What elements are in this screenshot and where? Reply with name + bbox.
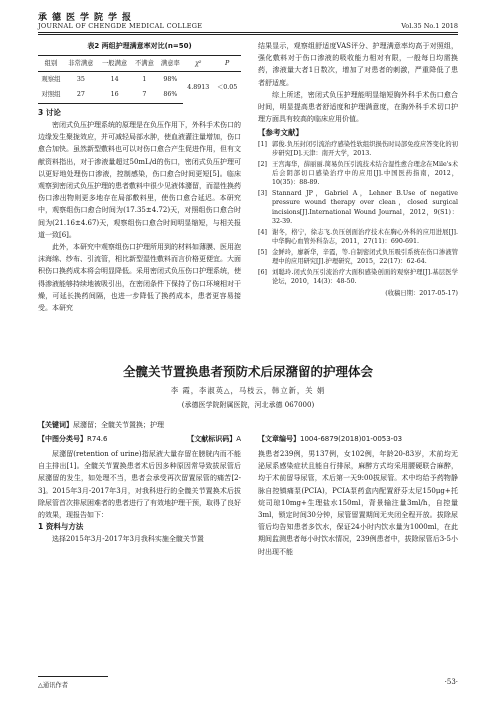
ref-number: [1] — [258, 140, 267, 148]
th-chi2: χ² — [183, 56, 213, 72]
cell: 对照组 — [38, 88, 64, 104]
th-rate: 满意率 — [157, 56, 183, 72]
left-column — [38, 40, 241, 314]
article-authors: 李 霞，李淑英△，马枝云，韩立新，关 娟 — [170, 386, 326, 395]
cell: 86% — [157, 88, 183, 104]
article-title: 全髋关节置换患者预防术后尿潴留的护理体会 — [122, 364, 373, 379]
th-group: 组别 — [38, 56, 64, 72]
cell: 27 — [64, 88, 98, 104]
cell: 98% — [163, 75, 178, 83]
ref-text: 谢冬，格宁，徐志飞.负压创面治疗技术在胸心外科的应用进展[J].中华胸心血管外科杂志，2011，27(11)：690-691. — [272, 228, 458, 246]
cell: 35 — [76, 75, 85, 83]
cell-chi2: 4.8913 — [187, 83, 210, 91]
cell: 1 — [142, 75, 147, 83]
classification-line — [38, 434, 241, 444]
th-general: 一般满意 — [98, 56, 132, 72]
section-heading: 1 资料与方法 — [38, 522, 84, 532]
reference-item — [258, 228, 458, 247]
reference-item — [258, 140, 458, 159]
received-date: (收稿日期：2017-05-17) — [385, 289, 458, 297]
ref-number: [4] — [258, 228, 267, 236]
cell: 14 — [110, 75, 119, 83]
volume-info: Vol.35 No.1 2018 — [401, 22, 458, 30]
keywords-label: 【关键词】 — [38, 421, 73, 429]
paragraph: 综上所述，密闭式负压护理能明显缩短胸外科手术伤口愈合时间，明显提高患者舒适度和护理满意度，在胸外科手术切口护理方面具有较高的临床应用价值。 — [258, 90, 458, 124]
right-column — [258, 40, 458, 300]
ref-text: Stannard JP，Gabriel A，Lehner B.Use of negative pressure wound therapy over clean，closed surgical incisions[J].International Wound Journal，2012，9(S1)：32-39. — [272, 190, 458, 226]
reference-item — [258, 248, 458, 267]
keywords-line — [38, 420, 164, 430]
corresponding-author-note: △通讯作者 — [38, 682, 69, 689]
th-unsatisfied: 不满意 — [131, 56, 157, 72]
ref-text: 金鲜玲，廖新华，辛霞，等.自制密闭式负压吸引系统在伤口渗液管理中的应用研究[J].护理研究，2015，22(17)：62-64. — [272, 248, 458, 266]
doc-code-label: 【文献标识码】 — [187, 435, 237, 443]
ref-text: 刘聪玲.闭式负压引流治疗大面积感染创面的观察护理[J].基层医学论坛，2010，14(3)：48-50. — [272, 268, 458, 286]
cell: 7 — [131, 88, 157, 104]
cell-p: ＜0.05 — [216, 83, 238, 91]
footnote-rule — [38, 676, 108, 677]
ref-text: 郭俊.负压封闭引流治疗感染性软组织损伤时局部免疫应答变化的初步研究[D].天津：南开大学，2013. — [272, 140, 458, 158]
article-number-label: 【文章编号】 — [258, 435, 300, 443]
cell: 16 — [98, 88, 132, 104]
section-heading: 3 讨论 — [38, 107, 61, 117]
satisfaction-table — [38, 55, 241, 104]
paragraph: 尿潴留(retention of urine)指尿液大量存留在膀胱内而不能自主排出[1]。全髋关节置换患者术后因多种原因常导致拔尿管后尿潴留的发生，如处理不当，患者会承受再次留置尿管的痛苦[2-3]。2015年3月-2017年3月，对我科进行的全髋关节置换术后拔除尿管首次排尿困难者的患者进行了有效地护理干预，取得了良好的效果，现报告如下： — [38, 450, 241, 520]
paragraph: 换患者239例，男137例，女102例，年龄20-83岁，术前均无泌尿系感染症状且能自行排尿，麻醉方式均采用腰硬联合麻醉，均于术前留导尿管，术后第一天9:00拔尿管。术中均给予药物静脉自控镇痛泵(PCIA)，PCIA泵药盒内配置舒芬太尼150μg+托烷司琼10mg+生理盐水150ml，背景输注量3ml/h，自控量3ml，锁定时间30分钟，尿管留置期间无夹闭全程开放。拔除尿管后均告知患者多饮水，保证24小时内饮水量为1000ml，在此期间监测患者每小时饮水情况，239例患者中，拔除尿管后3-5小时出现不能 — [258, 450, 458, 556]
header-rule-thin — [38, 34, 458, 35]
keywords-value: 尿潴留；全髋关节置换；护理 — [73, 421, 164, 429]
article-left-column — [38, 448, 241, 546]
page-number: ·53· — [444, 678, 458, 686]
clc-label: 【中图分类号】 — [38, 435, 87, 443]
reference-item — [258, 160, 458, 188]
th-p: P — [213, 56, 241, 72]
paragraph: 此外，本研究中观察组伤口护理所用到的材料如薄膜、医用泡沫海绵、纱布、引流管，相比新型湿性敷料而言价格更便宜。大面积伤口换药成本将会明显降低。采用密闭式负压伤口护理系统，使得渗液能够持续地被吸引出，在密闭条件下保持了伤口环境相对干燥，可延长换药间隔，也进一步降低了换药成本，患者更容易接受。本研究 — [38, 243, 241, 313]
references-list — [258, 140, 458, 287]
journal-title-cn: 承德医学院学报 — [38, 13, 137, 23]
clc-value: R74.6 — [87, 435, 108, 443]
reference-item — [258, 189, 458, 227]
reference-item — [258, 268, 458, 287]
paragraph: 密闭式负压护理系统的原理是在负压作用下，外科手术伤口的边缘发生聚拢效应，并可减轻局部水肿，使血液灌注量增加，伤口愈合加快。虽然新型敷料也可以对伤口愈合产生促进作用，但有文献资料指出，对于渗液量超过50mL/d的伤口，密闭式负压护理可以更好地处理伤口渗液，控制感染，伤口愈合时间更短[5]。临床观察到密闭式负压护理的患者敷料中很少见液体潴留，而湿性换药伤口渗出物则更多地存在局部敷料里，使伤口愈合延迟。本研究中，观察组伤口愈合时间为(17.35±4.72)天，对照组伤口愈合时间为(21.16±4.67)天，观察组伤口愈合时间明显缩短，与相关报道一致[6]。 — [38, 121, 241, 239]
journal-title-en: JOURNAL OF CHENGDE MEDICAL COLLEGE — [38, 22, 203, 30]
header-rule — [38, 32, 458, 33]
article-affiliation: (承德医学院附属医院，河北承德 067000) — [181, 401, 315, 409]
references-heading: 【参考文献】 — [258, 128, 303, 138]
paragraph: 选择2015年3月-2017年3月我科实施全髋关节置 — [52, 535, 204, 544]
article-number-value: 1004-6879(2018)01-0053-03 — [300, 435, 403, 443]
ref-text: 王宫海华，薛丽丽.简易负压引流技术结合湿性愈合理念在Mile's术后会阴部切口感染治疗中的应用[J].中国医药指南，2012，10(35)：88-89. — [272, 160, 458, 187]
doc-code-field — [187, 434, 241, 444]
paragraph: 结果显示，观察组舒适度VAS评分、护理满意率均高于对照组，强化敷料对于伤口渗液的吸收能力相对有限，一般每日均需换药，渗液量大者1日数次，增加了对患者的刺激，严重降低了患者舒适度。 — [258, 42, 458, 87]
ref-number: [2] — [258, 160, 267, 168]
cell: 观察组 — [41, 75, 61, 83]
th-very: 非常满意 — [64, 56, 98, 72]
table-caption: 表2 两组护理满意率对比(n=50) — [87, 42, 192, 50]
doc-code-value: A — [236, 435, 241, 443]
ref-number: [5] — [258, 248, 267, 256]
clc-field — [38, 434, 107, 444]
table-row — [38, 72, 241, 88]
ref-number: [3] — [258, 190, 267, 198]
ref-number: [6] — [258, 268, 267, 276]
article-number-line — [258, 434, 402, 444]
article-right-column — [258, 448, 458, 558]
